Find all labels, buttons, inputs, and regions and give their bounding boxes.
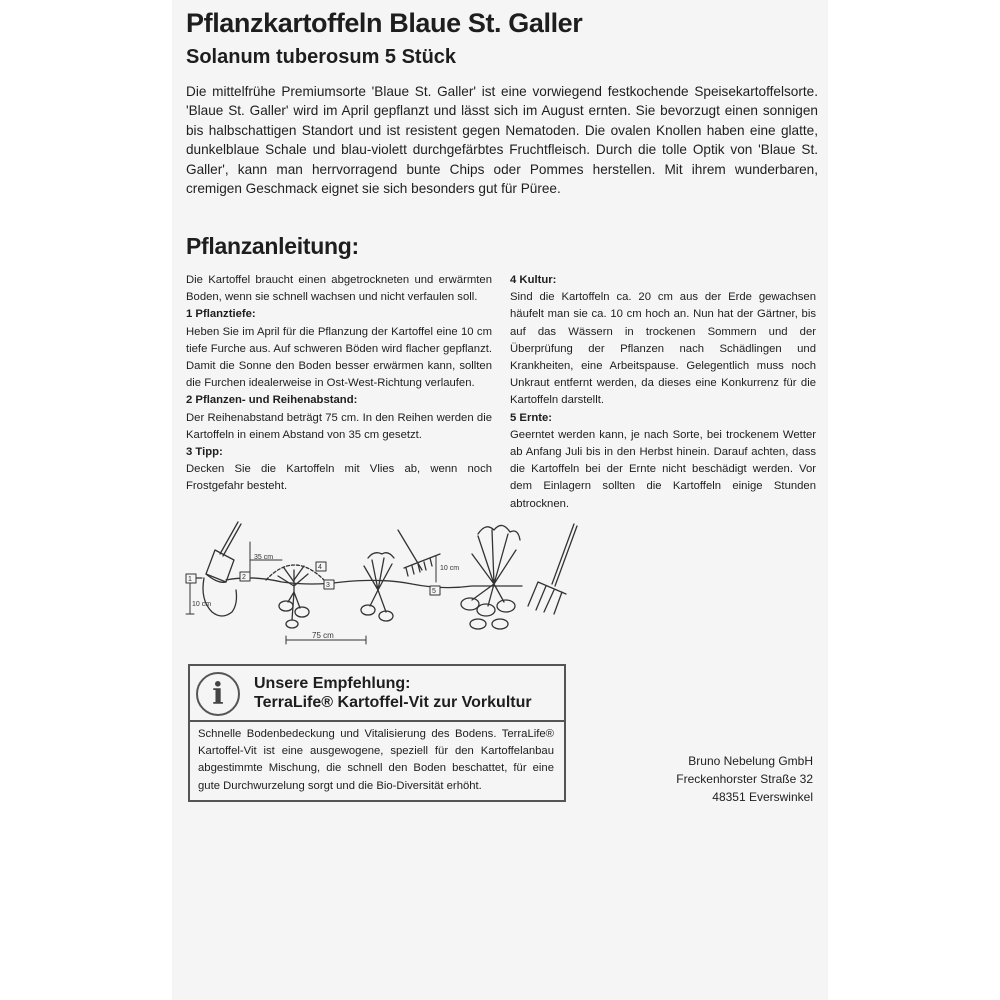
label-75cm: 75 cm	[312, 631, 334, 640]
planting-diagram	[182, 520, 582, 650]
young-plant-icon	[361, 553, 394, 621]
marker-1: 1	[188, 576, 192, 583]
marker-4: 4	[318, 564, 322, 571]
step-3-text: Decken Sie die Kartoffeln mit Vlies ab, wenn noch Frostgefahr besteht.	[186, 463, 492, 493]
step-4-title: 4 Kultur:	[510, 274, 557, 286]
description-text: Die mittelfrühe Premiumsorte 'Blaue St. Galler' ist eine vorwiegend festkochende Speisekartoffelsorte. 'Blaue St. Galler' wird im April gepflanzt und lässt sich im August ernten. Sie bevorzugt einen sonnigen bis halbschattigen Standort und ist resistent gegen Nematoden. Die ovalen Knollen haben eine glatte, dunkelblaue Schale und blau-violett durchgefärbtes Fruchtfleisch. Durch die tolle Optik von 'Blaue St. Galler', kann man herrvorragend bunte Chips oder Pommes herstellen. Mit ihrem wunderbaren, cremigen Geschmack eignet sie sich besonders gut für Püree.	[186, 84, 818, 197]
furrow-icon	[203, 578, 237, 616]
product-description	[186, 82, 818, 198]
divider	[190, 720, 564, 722]
product-subtitle: Solanum tuberosum 5 Stück	[186, 46, 457, 68]
company-name: Bruno Nebelung GmbH	[688, 754, 813, 768]
rake-icon	[398, 530, 440, 576]
instructions-right-column	[510, 272, 816, 513]
step-5-title: 5 Ernte:	[510, 411, 553, 424]
instructions-intro: Die Kartoffel braucht einen abgetrockneten und erwärmten Boden, wenn sie schnell wachsen und nicht verfaulen soll.	[186, 274, 492, 304]
step-1-text: Heben Sie im April für die Pflanzung der Kartoffel eine 10 cm tiefe Furche aus. Auf schweren Böden wird flacher gepflanzt. Damit die Sonne den Boden besser erwärmen kann, sollten die Furchen idealerweise in Ost-West-Richtung verlaufen.	[186, 325, 492, 390]
step-3-title: 3 Tipp:	[186, 446, 223, 459]
company-address	[676, 753, 813, 806]
marker-2: 2	[242, 574, 246, 581]
label-35cm: 35 cm	[254, 554, 274, 561]
instructions-heading: Pflanzanleitung:	[186, 233, 359, 259]
step-markers	[186, 562, 440, 595]
step-2-title: 2 Pflanzen- und Reihenabstand:	[186, 394, 358, 407]
instructions-left-column	[186, 272, 492, 496]
fork-icon	[528, 524, 577, 614]
step-5-text: Geerntet werden kann, je nach Sorte, bei trockenem Wetter ab Anfang Juli bis in den Herbst hinein. Darauf achten, dass die Kartoffeln bei der Ernte nicht beschädigt werden. Vor dem Einlagern sollten die Kartoffeln einige Stunden abtrocknen.	[510, 428, 816, 510]
company-city: 48351 Everswinkel	[712, 789, 813, 804]
recommendation-box	[188, 664, 566, 802]
company-street: Freckenhorster Straße 32	[676, 771, 813, 786]
marker-3: 3	[326, 582, 330, 589]
info-icon: i	[196, 672, 240, 716]
seedling-icon	[278, 566, 309, 628]
recommendation-heading: Unsere Empfehlung:	[254, 675, 411, 692]
spade-icon	[206, 522, 241, 582]
label-hill: 10 cm	[440, 565, 460, 572]
step-1-title: 1 Pflanztiefe:	[186, 308, 256, 321]
recommendation-text: Schnelle Bodenbedeckung und Vitalisierung des Bodens. TerraLife® Kartoffel-Vit ist eine ausgewogene, speziell für den Kartoffelanbau abgestimmte Mischung, die schnell den Boden beschattet, für eine gute Durchwurzelung sorgt und die Bio-Diversität erhöht.	[198, 728, 554, 792]
step-4-text: Sind die Kartoffeln ca. 20 cm aus der Erde gewachsen häufelt man sie ca. 10 cm hoch an. Nun hat der Gärtner, bis auf das Wässern in trockenen Sommern und der Überprüfung der Pflanzen nach Schädlingen und Krankheiten, eine Arbeitspause. Gelegentlich muss noch Unkraut entfernt werden, da dieses eine Konkurrenz für die Kartoffeln darstellt.	[510, 291, 816, 407]
label-depth: 10 cm	[192, 601, 212, 608]
mature-plant-icon	[461, 525, 520, 629]
product-title: Pflanzkartoffeln Blaue St. Galler	[186, 8, 583, 38]
marker-5: 5	[432, 588, 436, 595]
recommendation-product: TerraLife® Kartoffel-Vit zur Vorkultur	[254, 694, 532, 711]
step-2-text: Der Reihenabstand beträgt 75 cm. In den Reihen werden die Kartoffeln in einem Abstand von 35 cm gesetzt.	[186, 411, 492, 441]
